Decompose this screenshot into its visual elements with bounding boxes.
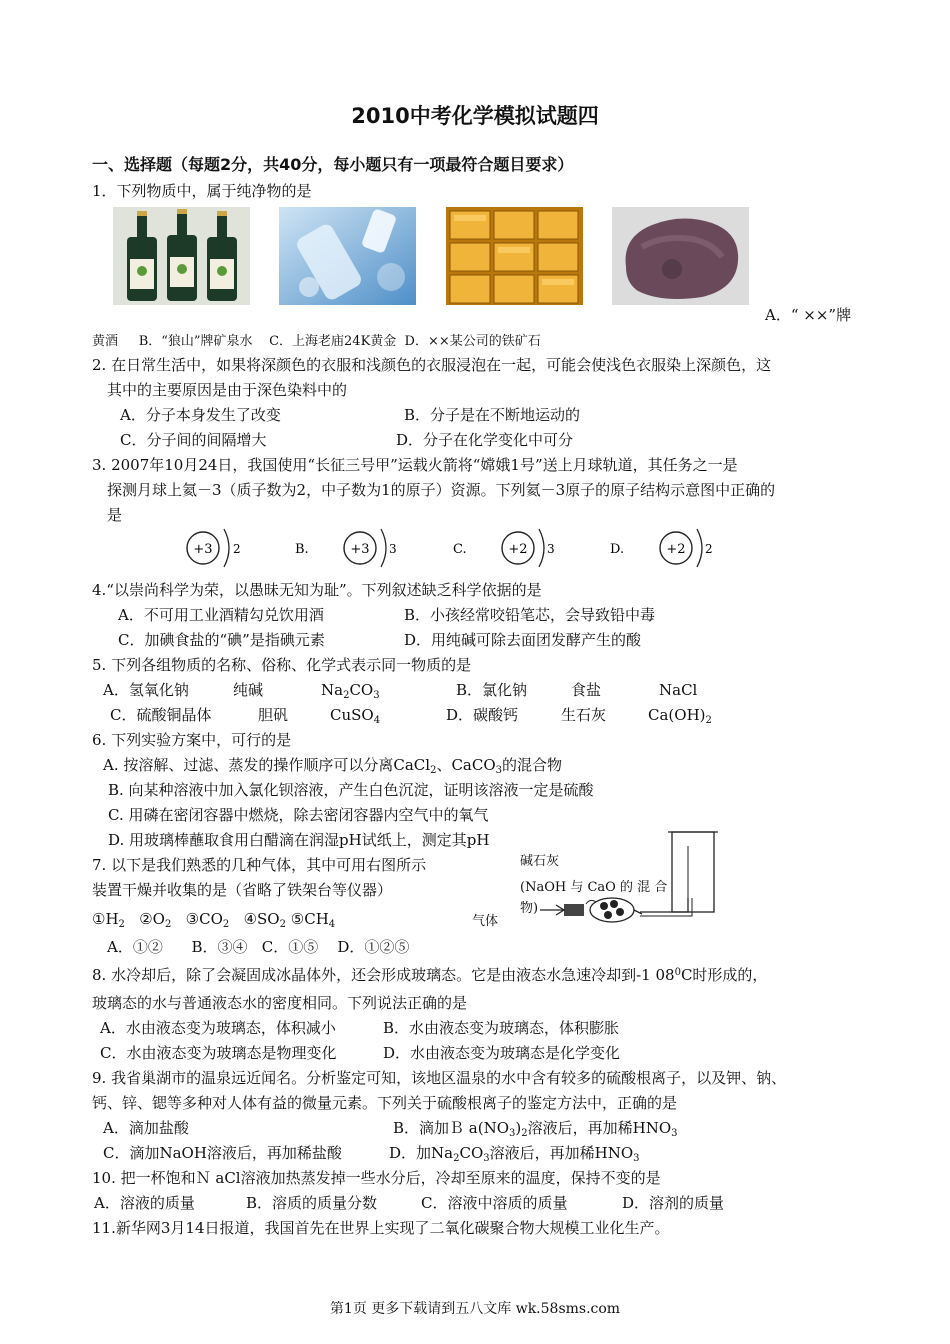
q7-gases: $①H_2$ $②O_2$ $③CO_2$ $④SO_2$ $⑤CH_4$ bbox=[92, 910, 336, 930]
diagram-label-gas: 气体 bbox=[472, 914, 499, 929]
q3-stem-1: 3. 2007年10月24日，我国使用“长征三号甲”运载火箭将“嫦娥1号”送上月球轨道，其任务之一是 bbox=[92, 456, 738, 474]
atom-d-shell: 2 bbox=[705, 542, 713, 556]
q9-option-c: C．滴加NaOH溶液后，再加稀盐酸 bbox=[103, 1144, 342, 1162]
atom-b-shell: 3 bbox=[389, 542, 397, 556]
q5-stem: 5. 下列各组物质的名称、俗称、化学式表示同一物质的是 bbox=[92, 656, 472, 674]
q7-options bbox=[107, 937, 409, 957]
q6-stem: 6. 下列实验方案中，可行的是 bbox=[92, 731, 292, 749]
atom-b bbox=[295, 529, 397, 567]
iron-ore-image bbox=[612, 207, 749, 305]
mineral-water-image bbox=[279, 207, 416, 305]
q2-option-c: C．分子间的间隔增大 bbox=[120, 431, 267, 449]
q5-a-formula: $Na_2CO_3$ bbox=[321, 681, 380, 701]
q5-b-formula: NaCl bbox=[659, 681, 698, 699]
q1-options-line bbox=[92, 332, 541, 352]
atom-a-shell: 2 bbox=[233, 542, 241, 556]
atom-c-nucleus: +2 bbox=[508, 542, 528, 557]
atom-d-label: D. bbox=[610, 542, 625, 557]
q7-option-a: A．①② bbox=[107, 938, 163, 956]
q1-option-a-prefix: A．“ ××”牌 bbox=[765, 306, 852, 324]
q4-option-b: B．小孩经常咬铅笔芯，会导致铅中毒 bbox=[404, 606, 656, 624]
q5-d-formula: $Ca(OH)_2$ bbox=[648, 706, 712, 726]
q1-stem: 1．下列物质中，属于纯净物的是 bbox=[92, 182, 312, 200]
q2-stem-1: 2. 在日常生活中，如果将深颜色的衣服和浅颜色的衣服浸泡在一起，可能会使浅色衣服染上深颜色，这 bbox=[92, 356, 772, 374]
q1-option-a-suffix: 黄酒 bbox=[92, 334, 119, 349]
q1-option-b: B．“狼山”牌矿泉水 bbox=[138, 334, 253, 349]
q5-a-common: 纯碱 bbox=[233, 681, 264, 699]
q9-option-a: A．滴加盐酸 bbox=[103, 1119, 189, 1137]
q6-option-a: A. 按溶解、过滤、蒸发的操作顺序可以分离CaCl$_2$、CaCO$_3$的混合物 bbox=[103, 756, 563, 776]
atom-b-nucleus: +3 bbox=[350, 542, 370, 557]
q2-stem-2: 其中的主要原因是由于深色染料中的 bbox=[107, 381, 348, 399]
q7-option-b: B．③④ bbox=[191, 938, 248, 956]
q8-option-c: C．水由液态变为玻璃态是物理变化 bbox=[100, 1044, 337, 1062]
q2-option-b: B．分子是在不断地运动的 bbox=[404, 406, 581, 424]
q10-option-c: C．溶液中溶质的质量 bbox=[421, 1194, 568, 1212]
q11-stem: 11.新华网3月14日报道，我国首先在世界上实现了二氧化碳聚合物大规模工业化生产。 bbox=[92, 1219, 670, 1237]
diagram-label-mixture-end: 物) bbox=[520, 901, 539, 916]
q3-stem-3: 是 bbox=[107, 506, 123, 524]
q1-option-d: D．××某公司的铁矿石 bbox=[404, 334, 541, 349]
q8-option-b: B．水由液态变为玻璃态，体积膨胀 bbox=[383, 1019, 620, 1037]
q10-option-d: D．溶剂的质量 bbox=[622, 1194, 725, 1212]
q1-option-c: C．上海老庙24K黄金 bbox=[269, 334, 397, 349]
q8-option-a: A．水由液态变为玻璃态，体积减小 bbox=[100, 1019, 336, 1037]
q5-d-name: D．碳酸钙 bbox=[446, 706, 519, 724]
q8-stem-1: 8. 水冷却后，除了会凝固成冰晶体外，还会形成玻璃态。它是由液态水急速冷却到-1 $08^0C$时形成的， bbox=[92, 966, 768, 984]
q7-option-c: C．①⑤ bbox=[261, 938, 319, 956]
q8-option-d: D．水由液态变为玻璃态是化学变化 bbox=[383, 1044, 621, 1062]
atom-d bbox=[610, 529, 713, 567]
q6-option-d: D. 用玻璃棒蘸取食用白醋滴在润湿pH试纸上，测定其pH bbox=[108, 831, 490, 849]
q10-stem: 10. 把一杯饱和Ｎ aCl溶液加热蒸发掉一些水分后，冷却至原来的温度，保持不变的是 bbox=[92, 1169, 661, 1187]
q5-c-common: 胆矾 bbox=[258, 706, 289, 724]
q4-option-c: C．加碘食盐的“碘”是指碘元素 bbox=[118, 631, 325, 649]
atom-c bbox=[453, 529, 555, 567]
q9-option-b: B．滴加Ｂ $a(NO_3)_2$溶液后，再加稀$HNO_3$ bbox=[393, 1119, 678, 1139]
q3-stem-2: 探测月球上氦－3（质子数为2，中子数为1的原子）资源。下列氦－3原子的原子结构示意图中正确的 bbox=[107, 481, 776, 499]
q7-stem-2: 装置干燥并收集的是（省略了铁架台等仪器） bbox=[92, 881, 393, 899]
q6-option-b: B. 向某种溶液中加入氯化钡溶液，产生白色沉淀，证明该溶液一定是硫酸 bbox=[108, 781, 594, 799]
atom-c-label: C. bbox=[453, 542, 467, 557]
q7-option-d: D．①②⑤ bbox=[337, 938, 410, 956]
q5-c-formula: CuSO$_4$ bbox=[330, 706, 381, 726]
atom-c-shell: 3 bbox=[547, 542, 555, 556]
atom-b-label: B. bbox=[295, 542, 309, 557]
wine-bottles-image bbox=[113, 207, 250, 305]
q4-stem: 4.“以崇尚科学为荣，以愚昧无知为耻”。下列叙述缺乏科学依据的是 bbox=[92, 581, 542, 599]
q7-stem-1: 7. 以下是我们熟悉的几种气体，其中可用右图所示 bbox=[92, 856, 427, 874]
page-title: 2010中考化学模拟试题四 bbox=[351, 104, 599, 128]
atom-d-nucleus: +2 bbox=[666, 542, 686, 557]
q10-option-a: A．溶液的质量 bbox=[94, 1194, 195, 1212]
q9-stem-1: 9. 我省巢湖市的温泉远近闻名。分析鉴定可知，该地区温泉的水中含有较多的硫酸根离子，以及钾、钠、 bbox=[92, 1069, 787, 1087]
q10-option-b: B．溶质的质量分数 bbox=[246, 1194, 378, 1212]
atom-a-nucleus: +3 bbox=[193, 542, 213, 557]
q5-c-name: C．硫酸铜晶体 bbox=[110, 706, 212, 724]
q5-d-common: 生石灰 bbox=[561, 706, 607, 724]
q5-a-name: A．氢氧化钠 bbox=[103, 681, 189, 699]
q9-option-d: D．加$Na_2CO_3$溶液后，再加稀$HNO_3$ bbox=[389, 1144, 640, 1164]
diagram-label-mixture: (NaOH 与 CaO 的 混 合 bbox=[520, 880, 668, 895]
q5-b-name: B．氯化钠 bbox=[456, 681, 528, 699]
page-footer: 第1页 更多下载请到五八文库 wk.58sms.com bbox=[329, 1301, 621, 1317]
q4-option-a: A．不可用工业酒精勾兑饮用酒 bbox=[118, 606, 324, 624]
q2-option-d: D．分子在化学变化中可分 bbox=[396, 431, 574, 449]
drying-apparatus-diagram bbox=[520, 826, 720, 926]
atom-a bbox=[187, 529, 241, 567]
q2-option-a: A．分子本身发生了改变 bbox=[120, 406, 281, 424]
q4-option-d: D．用纯碱可除去面团发酵产生的酸 bbox=[404, 631, 642, 649]
q8-stem-2: 玻璃态的水与普通液态水的密度相同。下列说法正确的是 bbox=[92, 994, 468, 1012]
atom-diagrams bbox=[130, 526, 730, 574]
gold-bars-image bbox=[446, 207, 583, 305]
section-heading: 一、选择题（每题2分，共40分，每小题只有一项最符合题目要求） bbox=[92, 155, 574, 174]
q6-option-c: C. 用磷在密闭容器中燃烧，除去密闭容器内空气中的氧气 bbox=[108, 806, 489, 824]
diagram-label-soda-lime: 碱石灰 bbox=[520, 854, 560, 869]
q5-b-common: 食盐 bbox=[571, 681, 602, 699]
q9-stem-2: 钙、锌、锶等多种对人体有益的微量元素。下列关于硫酸根离子的鉴定方法中，正确的是 bbox=[92, 1094, 678, 1112]
